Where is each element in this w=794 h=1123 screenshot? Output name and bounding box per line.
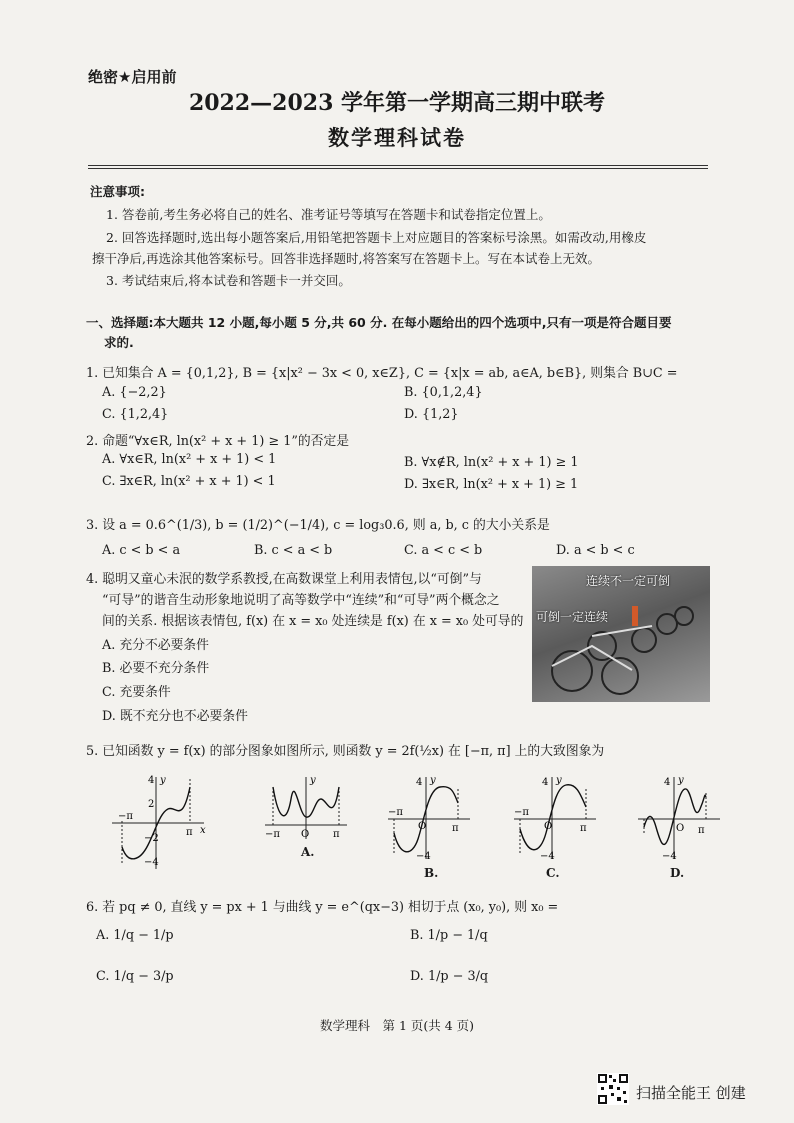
exam-subtitle: 数学理科试卷 xyxy=(328,125,466,150)
option-label-c: C. xyxy=(546,866,560,880)
axis-tick-4: 4 xyxy=(542,777,549,788)
meme-photo xyxy=(532,566,710,702)
secret-label: 绝密★启用前 xyxy=(88,68,177,86)
axis-tick-4: 4 xyxy=(416,777,423,788)
q1-option-d: D. {1,2} xyxy=(404,407,459,422)
q3-stem: 3. 设 a = 0.6^(1/3), b = (1/2)^(−1/4), c = log₃0.6, 则 a, b, c 的大小关系是 xyxy=(86,518,550,533)
graph-option-b xyxy=(386,773,472,863)
axis-x-label: x xyxy=(200,825,206,836)
q6-option-c: C. 1/q − 3/p xyxy=(96,969,174,984)
notes-title: 注意事项: xyxy=(90,184,145,199)
axis-tick-npi: −π xyxy=(265,829,280,840)
q2-option-d: D. ∃x∈R, ln(x² + x + 1) ≥ 1 xyxy=(404,477,579,492)
axis-origin: O xyxy=(301,829,310,840)
axis-y-label: y xyxy=(160,775,166,786)
q4-option-c: C. 充要条件 xyxy=(102,685,171,700)
graph-option-a xyxy=(263,773,349,843)
q2-option-b: B. ∀x∉R, ln(x² + x + 1) ≥ 1 xyxy=(404,455,579,470)
axis-y-label: y xyxy=(430,775,436,786)
q6-stem: 6. 若 pq ≠ 0, 直线 y = px + 1 与曲线 y = e^(qx−3) 相切于点 (x₀, y₀), 则 x₀ = xyxy=(86,900,559,915)
section-line: 求的. xyxy=(104,335,134,350)
q2-stem: 2. 命题“∀x∈R, ln(x² + x + 1) ≥ 1”的否定是 xyxy=(86,434,350,449)
axis-y-label: y xyxy=(678,775,684,786)
axis-tick-npi: −π xyxy=(388,807,403,818)
option-label-a: A. xyxy=(301,845,315,859)
q4-option-d: D. 既不充分也不必要条件 xyxy=(102,709,248,724)
q1-stem: 1. 已知集合 A = {0,1,2}, B = {x|x² − 3x < 0, x∈Z}, C = {x|x = ab, a∈A, b∈B}, 则集合 B∪C = xyxy=(86,366,678,381)
qr-code-icon xyxy=(597,1073,629,1105)
q4-option-a: A. 充分不必要条件 xyxy=(102,638,209,653)
note-item: 1. 答卷前,考生务必将自己的姓名、准考证号等填写在答题卡和试卷指定位置上。 xyxy=(106,207,551,222)
q4-stem-line: 4. 聪明又童心未泯的数学系教授,在高数课堂上利用表情包,以“可倒”与 xyxy=(86,572,482,587)
q5-stem: 5. 已知函数 y = f(x) 的部分图象如图所示, 则函数 y = 2f(½x) 在 [−π, π] 上的大致图象为 xyxy=(86,744,605,759)
q1-option-b: B. {0,1,2,4} xyxy=(404,385,483,400)
axis-tick-n4: −4 xyxy=(144,857,159,868)
axis-origin: O xyxy=(676,823,685,834)
axis-tick-n4: −4 xyxy=(662,851,677,862)
axis-tick-npi: −π xyxy=(514,807,529,818)
axis-y-label: y xyxy=(310,775,316,786)
q1-option-c: C. {1,2,4} xyxy=(102,407,169,422)
axis-tick-pi: π xyxy=(333,829,340,840)
exam-title: 2022—2023 学年第一学期高三期中联考 xyxy=(188,90,606,116)
q3-option-b: B. c < a < b xyxy=(254,543,333,558)
q4-stem-line: “可导”的谐音生动形象地说明了高等数学中“连续”和“可导”两个概念之 xyxy=(102,593,500,608)
note-item: 3. 考试结束后,将本试卷和答题卡一并交回。 xyxy=(106,273,351,288)
q3-option-c: C. a < c < b xyxy=(404,543,483,558)
q1-option-a: A. {−2,2} xyxy=(102,385,167,400)
option-label-d: D. xyxy=(670,866,685,880)
scanner-watermark: 扫描全能王 创建 xyxy=(636,1084,746,1102)
note-item: 2. 回答选择题时,选出每小题答案后,用铅笔把答题卡上对应题目的答案标号涂黑。如需改动,用橡皮 xyxy=(106,230,647,245)
axis-tick-npi: −π xyxy=(118,811,133,822)
meme-caption: 连续不一定可倒 xyxy=(586,574,671,588)
option-label-b: B. xyxy=(424,866,439,880)
axis-tick-4: 4 xyxy=(664,777,671,788)
page-footer: 数学理科 第 1 页(共 4 页) xyxy=(319,1018,475,1033)
axis-tick-pi: π xyxy=(452,823,459,834)
axis-y-label: y xyxy=(556,775,562,786)
q6-option-b: B. 1/p − 1/q xyxy=(410,928,488,943)
q2-option-a: A. ∀x∈R, ln(x² + x + 1) < 1 xyxy=(102,452,277,467)
note-item: 擦干净后,再选涂其他答案标号。回答非选择题时,将答案写在答题卡上。写在本试卷上无效。 xyxy=(92,251,600,266)
axis-tick-n2: −2 xyxy=(144,833,159,844)
graph-option-d xyxy=(636,773,722,863)
axis-origin: O xyxy=(418,821,427,832)
axis-tick-2: 2 xyxy=(148,799,155,810)
axis-tick-n4: −4 xyxy=(540,851,555,862)
q3-option-a: A. c < b < a xyxy=(102,543,181,558)
graph-option-c xyxy=(512,773,598,863)
axis-tick-4: 4 xyxy=(148,775,155,786)
axis-tick-pi: π xyxy=(580,823,587,834)
q3-option-d: D. a < b < c xyxy=(556,543,635,558)
axis-tick-n4: −4 xyxy=(416,851,431,862)
divider xyxy=(88,168,708,169)
meme-caption: 可倒一定连续 xyxy=(536,610,609,624)
axis-tick-pi: π xyxy=(698,825,705,836)
axis-tick-pi: π xyxy=(186,827,193,838)
section-line: 一、选择题:本大题共 12 小题,每小题 5 分,共 60 分. 在每小题给出的四个选项中,只有一项是符合题目要 xyxy=(86,315,672,330)
q6-option-d: D. 1/p − 3/q xyxy=(410,969,489,984)
q4-option-b: B. 必要不充分条件 xyxy=(102,661,210,676)
axis-origin: O xyxy=(544,821,553,832)
divider xyxy=(88,165,708,166)
q4-stem-line: 间的关系. 根据该表情包, f(x) 在 x = x₀ 处连续是 f(x) 在 x = x₀ 处可导的 xyxy=(102,614,524,629)
q2-option-c: C. ∃x∈R, ln(x² + x + 1) < 1 xyxy=(102,474,276,489)
section-heading xyxy=(86,313,716,353)
graph-original xyxy=(108,773,208,873)
q6-option-a: A. 1/q − 1/p xyxy=(96,928,174,943)
